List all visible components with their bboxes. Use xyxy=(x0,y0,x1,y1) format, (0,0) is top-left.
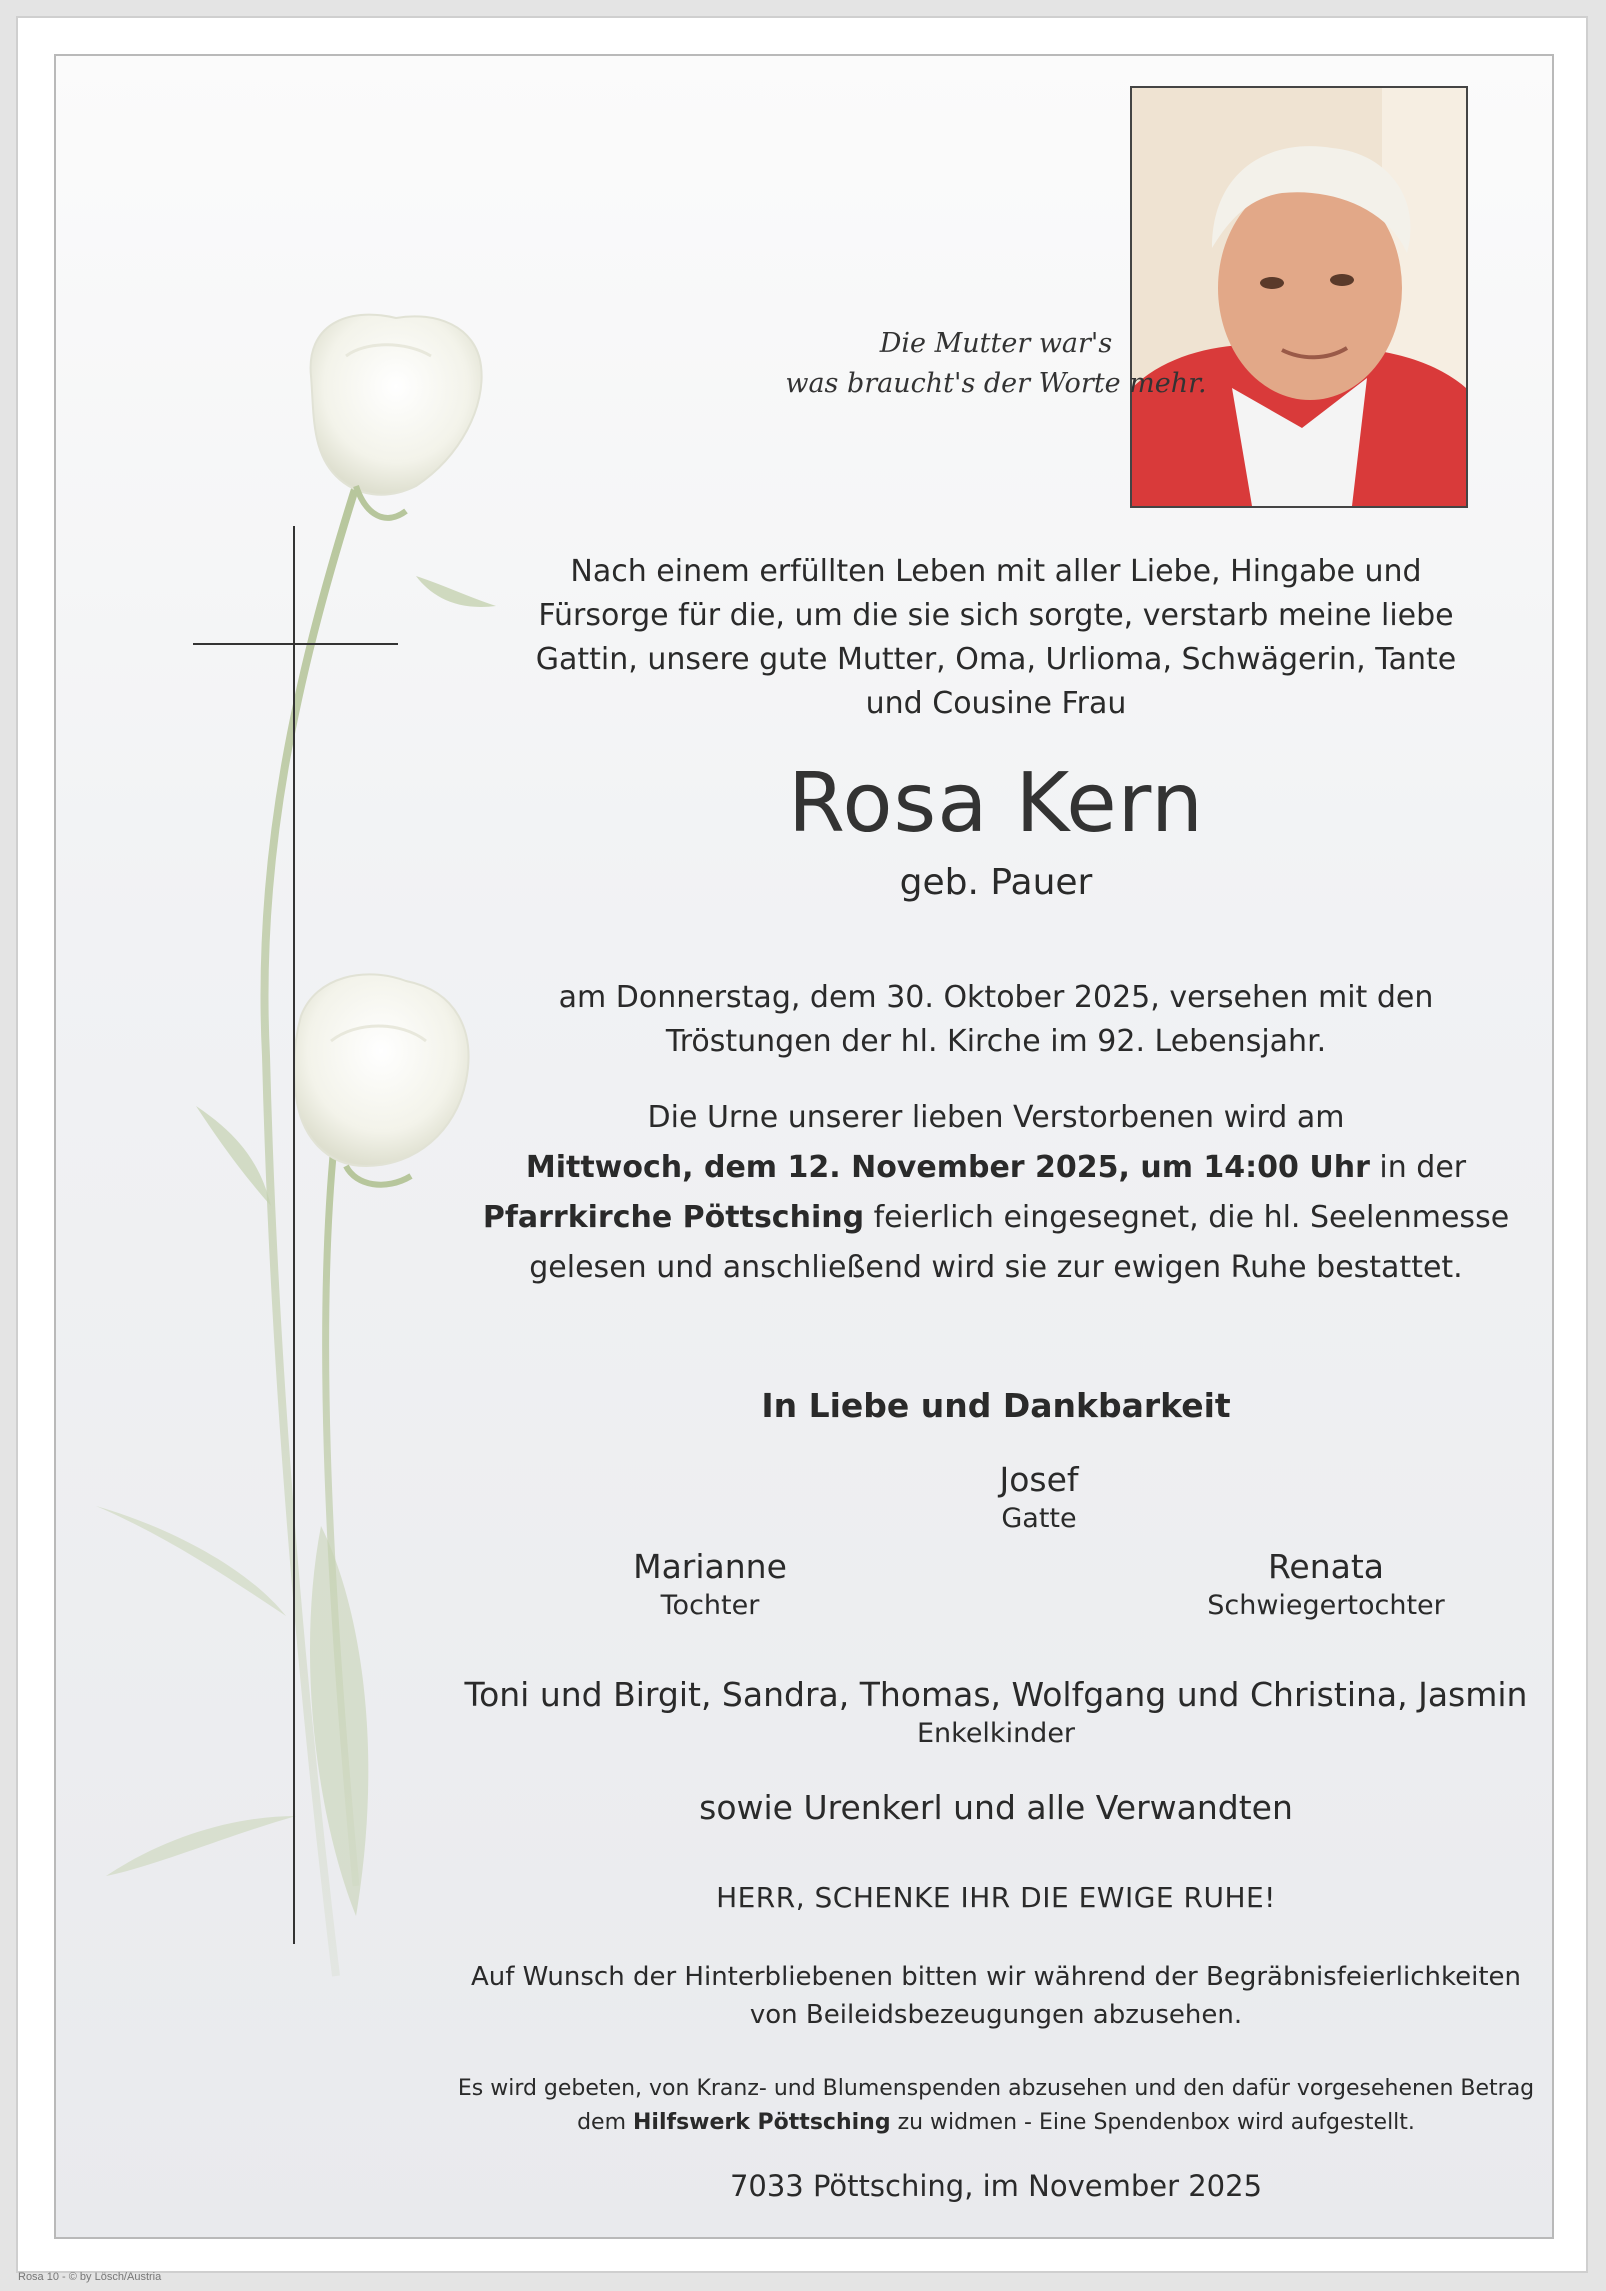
funeral-line: Die Urne unserer lieben Verstorbenen wird am xyxy=(647,1100,1345,1135)
mourner-others: sowie Urenkerl und alle Verwandten xyxy=(699,1788,1293,1827)
leaf-icon xyxy=(96,1506,286,1616)
mourner-name: Renata xyxy=(1267,1547,1385,1586)
obituary-card xyxy=(54,54,1554,2239)
mourner-daughter-in-law xyxy=(1126,1546,1526,1624)
portrait-photo xyxy=(1130,86,1468,508)
intro-line: Nach einem erfüllten Leben mit aller Liebe, Hingabe und xyxy=(570,554,1422,589)
donation-recipient: Hilfswerk Pöttsching xyxy=(633,2110,891,2135)
condolence-wish xyxy=(436,1958,1554,2034)
leaf-icon xyxy=(106,1816,296,1876)
mourner-name: Marianne xyxy=(633,1547,787,1586)
mourner-grandchildren xyxy=(436,1673,1554,1751)
motto-line: Die Mutter war's xyxy=(879,328,1113,359)
funeral-details xyxy=(436,1093,1554,1293)
donation-line: Es wird gebeten, von Kranz- und Blumenspenden abzusehen und den dafür vorgesehenen Betrag xyxy=(457,2076,1535,2101)
motto xyxy=(436,324,1554,404)
wish-line: von Beileidsbezeugungen abzusehen. xyxy=(749,2000,1243,2030)
mourners-heading: In Liebe und Dankbarkeit xyxy=(761,1386,1231,1425)
funeral-text: in der xyxy=(1369,1150,1467,1185)
mourner-relation: Schwiegertochter xyxy=(1207,1590,1445,1621)
mourner-name: Toni und Birgit, Sandra, Thomas, Wolfgang und Christina, Jasmin xyxy=(464,1675,1528,1714)
intro-line: und Cousine Frau xyxy=(865,686,1127,721)
mourner-daughter xyxy=(510,1546,910,1624)
mourner-relation: Enkelkinder xyxy=(916,1718,1076,1749)
portrait-illustration xyxy=(1132,88,1466,506)
death-line: am Donnerstag, dem 30. Oktober 2025, versehen mit den xyxy=(558,980,1434,1015)
deceased-name: Rosa Kern xyxy=(788,756,1204,851)
funeral-line: gelesen und anschließend wird sie zur ewigen Ruhe bestattet. xyxy=(529,1250,1463,1285)
mourner-husband xyxy=(839,1459,1239,1537)
mourner-relation: Gatte xyxy=(1001,1503,1077,1534)
funeral-line xyxy=(436,1193,1554,1243)
mourner-relation: Tochter xyxy=(660,1590,760,1621)
leaf-icon xyxy=(196,1106,271,1206)
maiden-name: geb. Pauer xyxy=(899,862,1093,903)
intro-line: Gattin, unsere gute Mutter, Oma, Urlioma, Schwägerin, Tante xyxy=(535,642,1457,677)
donation-text: zu widmen - Eine Spendenbox wird aufgestellt. xyxy=(890,2110,1415,2135)
funeral-date: Mittwoch, dem 12. November 2025, um 14:00 Uhr xyxy=(525,1150,1370,1185)
donation-note xyxy=(436,2072,1554,2140)
wish-line: Auf Wunsch der Hinterbliebenen bitten wir während der Begräbnisfeierlichkeiten xyxy=(470,1962,1522,1992)
donation-line xyxy=(436,2106,1554,2140)
intro-text xyxy=(436,550,1554,726)
funeral-text: feierlich eingesegnet, die hl. Seelenmesse xyxy=(864,1200,1510,1235)
funeral-line xyxy=(436,1143,1554,1193)
intro-line: Fürsorge für die, um die sie sich sorgte, verstarb meine liebe xyxy=(538,598,1454,633)
motto-line: was braucht's der Worte mehr. xyxy=(785,368,1207,399)
prayer: HERR, SCHENKE IHR DIE EWIGE RUHE! xyxy=(716,1881,1276,1914)
funeral-church: Pfarrkirche Pöttsching xyxy=(482,1200,865,1235)
footer-credit: Rosa 10 - © by Lösch/Austria xyxy=(18,2271,162,2283)
donation-text: dem xyxy=(577,2110,633,2135)
obituary-sheet xyxy=(16,16,1588,2273)
death-line: Tröstungen der hl. Kirche im 92. Lebensjahr. xyxy=(665,1024,1327,1059)
mourner-name: Josef xyxy=(999,1460,1079,1499)
place-date: 7033 Pöttsching, im November 2025 xyxy=(729,2169,1263,2203)
death-notice xyxy=(436,976,1554,1064)
